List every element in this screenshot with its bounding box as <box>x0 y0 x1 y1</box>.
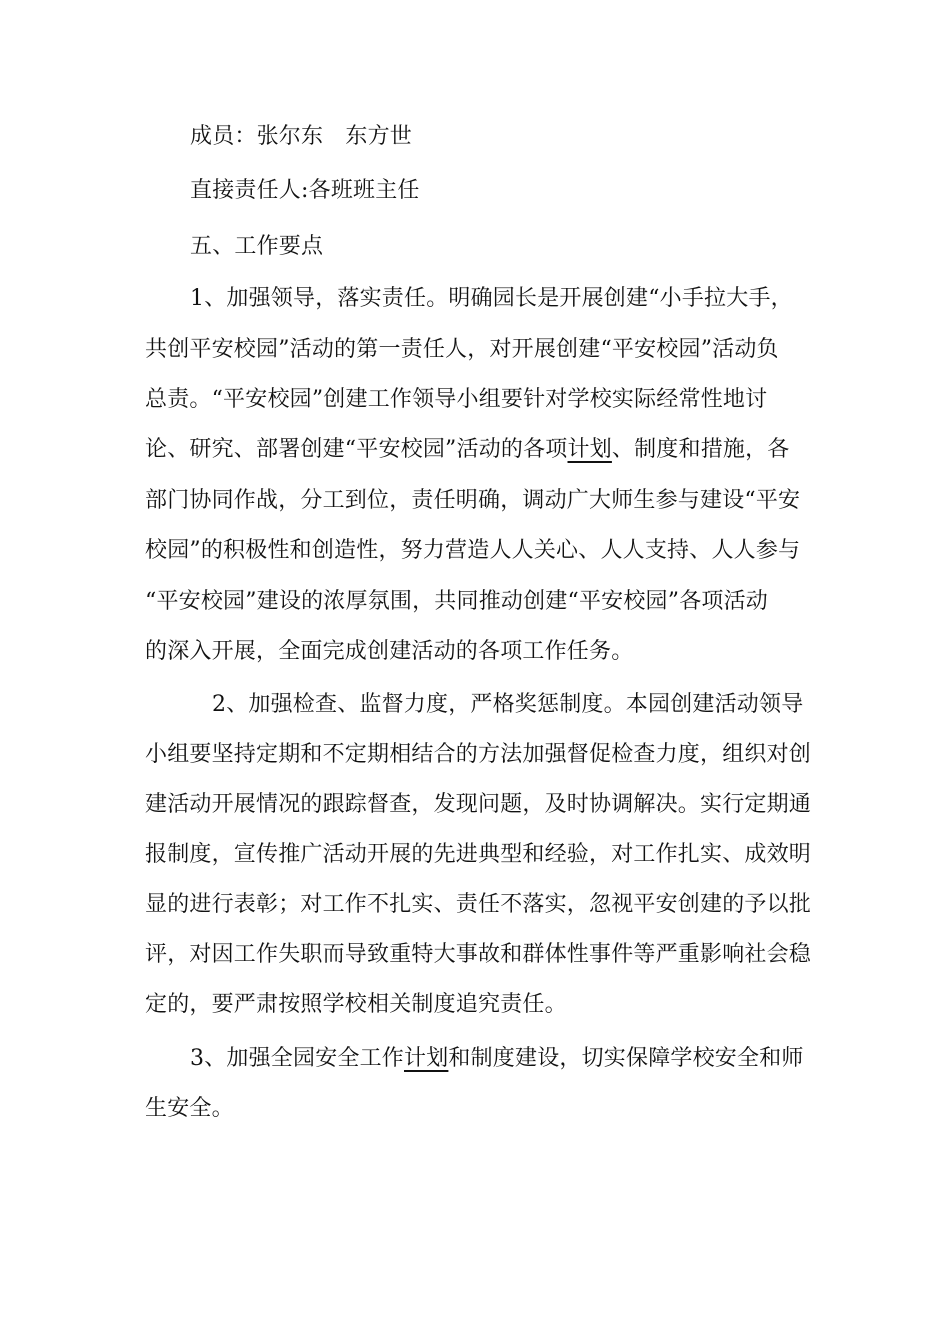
paragraph-1-line-4-text-a: 论、研究、部署创建“平安校园”活动的各项 <box>145 437 568 462</box>
paragraph-3-line-1-text-a: 3、加强全园安全工作 <box>190 1046 404 1071</box>
paragraph-3-line-1-text-b: 和制度建设，切实保障学校安全和师 <box>448 1046 804 1071</box>
members-line: 成员：张尔东 东方世 <box>190 124 413 149</box>
paragraph-3-line-1 <box>190 1044 804 1074</box>
paragraph-1-line-4 <box>145 435 790 465</box>
paragraph-1-line-1: 1、加强领导，落实责任。明确园长是开展创建“小手拉大手， <box>190 286 793 311</box>
paragraph-2-line-2: 小组要坚持定期和不定期相结合的方法加强督促检查力度，组织对创 <box>145 742 812 767</box>
paragraph-1-line-3: 总责。“平安校园”创建工作领导小组要针对学校实际经常性地讨 <box>145 387 768 412</box>
paragraph-1-line-5: 部门协同作战，分工到位，责任明确，调动广大师生参与建设“平安 <box>145 488 801 513</box>
plan-link-2: 计划 <box>404 1046 449 1071</box>
paragraph-2-line-4: 报制度，宣传推广活动开展的先进典型和经验，对工作扎实、成效明 <box>145 842 812 867</box>
paragraph-1-line-2: 共创平安校园”活动的第一责任人，对开展创建“平安校园”活动负 <box>145 337 779 362</box>
paragraph-1-line-6: 校园”的积极性和创造性，努力营造人人关心、人人支持、人人参与 <box>145 538 801 563</box>
responsible-person-line: 直接责任人:各班班主任 <box>190 178 420 203</box>
paragraph-2-line-5: 显的进行表彰；对工作不扎实、责任不落实，忽视平安创建的予以批 <box>145 892 812 917</box>
paragraph-2-line-3: 建活动开展情况的跟踪督查，发现问题，及时协调解决。实行定期通 <box>145 792 812 817</box>
paragraph-3-line-2: 生安全。 <box>145 1096 234 1121</box>
paragraph-2-line-6: 评，对因工作失职而导致重特大事故和群体性事件等严重影响社会稳 <box>145 942 812 967</box>
paragraph-1-line-7: “平安校园”建设的浓厚氛围，共同推动创建“平安校园”各项活动 <box>145 589 768 614</box>
paragraph-1-line-8: 的深入开展，全面完成创建活动的各项工作任务。 <box>145 639 634 664</box>
paragraph-2-line-1: 2、加强检查、监督力度，严格奖惩制度。本园创建活动领导 <box>212 692 804 717</box>
section-heading: 五、工作要点 <box>190 234 324 259</box>
paragraph-2-line-7: 定的，要严肃按照学校相关制度追究责任。 <box>145 992 567 1017</box>
paragraph-1-line-4-text-b: 、制度和措施，各 <box>611 437 790 462</box>
plan-link: 计划 <box>567 437 612 462</box>
